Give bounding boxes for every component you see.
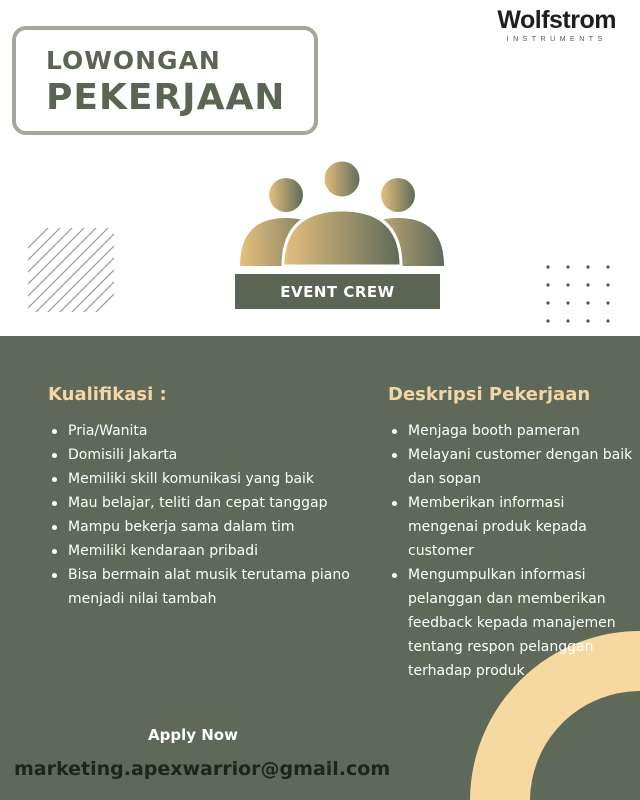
list-item: Mampu bekerja sama dalam tim: [48, 515, 378, 539]
details-panel: [0, 336, 640, 800]
list-item: Pria/Wanita: [48, 419, 378, 443]
list-item: Memiliki kendaraan pribadi: [48, 539, 378, 563]
title-frame: [12, 26, 318, 135]
qualifications-heading: Kualifikasi :: [48, 384, 167, 405]
brand-subtitle: INSTRUMENTS: [506, 36, 607, 43]
contact-email[interactable]: marketing.apexwarrior@gmail.com: [14, 758, 391, 780]
title-line-1: LOWONGAN: [46, 46, 221, 75]
description-list: [388, 419, 633, 683]
list-item: Domisili Jakarta: [48, 443, 378, 467]
apply-now-label: Apply Now: [148, 726, 238, 744]
brand-name: Wolfstrom: [497, 6, 616, 34]
stripes-decoration: [28, 228, 114, 312]
brand-logo: [497, 6, 616, 43]
qualifications-list: [48, 419, 378, 611]
list-item: Memberikan informasi mengenai produk kepada customer: [388, 491, 633, 563]
list-item: Melayani customer dengan baik dan sopan: [388, 443, 633, 491]
description-heading: Deskripsi Pekerjaan: [388, 384, 591, 405]
group-people-icon: [238, 158, 446, 268]
position-banner: EVENT CREW: [235, 274, 440, 309]
list-item: Mau belajar, teliti dan cepat tanggap: [48, 491, 378, 515]
title-line-2: PEKERJAAN: [46, 77, 286, 118]
list-item: Menjaga booth pameran: [388, 419, 633, 443]
list-item: Mengumpulkan informasi pelanggan dan memberikan feedback kepada manajemen tentang respon pelanggan terhadap produk: [388, 563, 633, 683]
description-section: [388, 384, 633, 683]
dot-grid-decoration: [545, 264, 625, 326]
list-item: Bisa bermain alat musik terutama piano menjadi nilai tambah: [48, 563, 378, 611]
qualifications-section: [48, 384, 378, 611]
list-item: Memiliki skill komunikasi yang baik: [48, 467, 378, 491]
